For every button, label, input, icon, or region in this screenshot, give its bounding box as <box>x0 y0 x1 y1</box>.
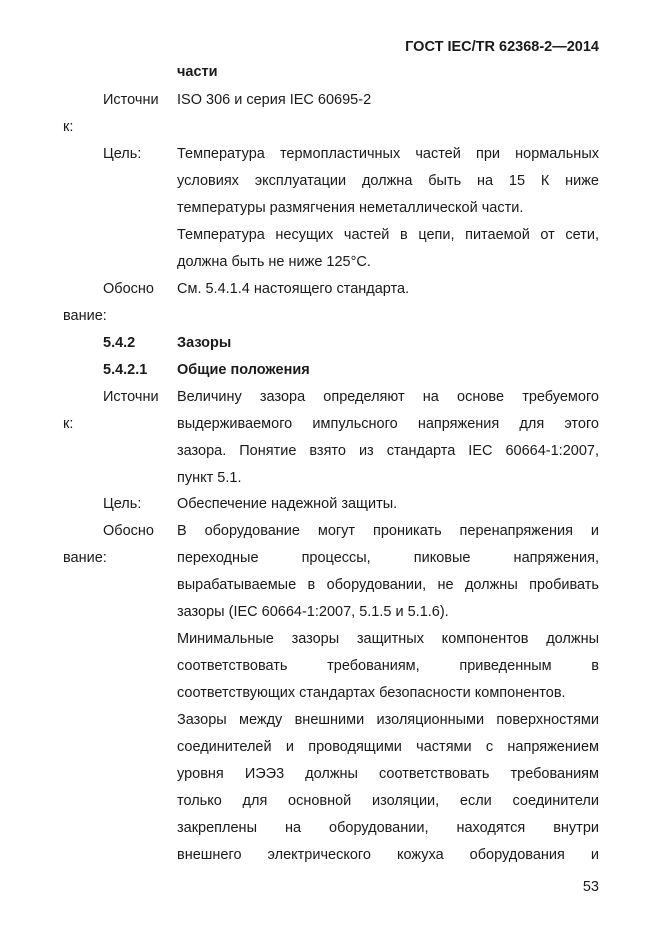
page-number: 53 <box>582 879 599 895</box>
text-line: Температура термопластичных частей при нормальных <box>177 146 599 162</box>
text-line: Общие положения <box>177 362 310 378</box>
text-line: выдерживаемого импульсного напряжения для этого <box>177 416 599 432</box>
text-line: должна быть не ниже 125°C. <box>177 254 371 270</box>
text-line: вание: <box>63 550 107 566</box>
text-line: Минимальные зазоры защитных компонентов должны <box>177 631 599 647</box>
text-line: зазоры (IEC 60664-1:2007, 5.1.5 и 5.1.6). <box>177 604 449 620</box>
text-line: только для основной изоляции, если соединители <box>177 793 599 809</box>
text-line: Температура несущих частей в цепи, питаемой от сети, <box>177 227 599 243</box>
text-line: Источни <box>103 92 159 108</box>
text-line: В оборудование могут проникать перенапряжения и <box>177 523 599 539</box>
text-line: Обосно <box>103 523 154 539</box>
text-line: соединителей и проводящими частями с напряжением <box>177 739 599 755</box>
text-line: соответствовать требованиям, приведенным в <box>177 658 599 674</box>
text-line: вание: <box>63 308 107 324</box>
text-line: Обосно <box>103 281 154 297</box>
text-line: переходные процессы, пиковые напряжения, <box>177 550 599 566</box>
text-line: Зазоры между внешними изоляционными поверхностями <box>177 712 599 728</box>
text-line: к: <box>63 119 74 135</box>
text-line: внешнего электрического кожуха оборудования и <box>177 847 599 863</box>
text-line: закреплены на оборудовании, находятся внутри <box>177 820 599 836</box>
text-line: Цель: <box>103 496 142 512</box>
text-line: ISO 306 и серия IEC 60695-2 <box>177 92 372 108</box>
text-line: См. 5.4.1.4 настоящего стандарта. <box>177 281 410 297</box>
text-line: Цель: <box>103 146 142 162</box>
text-line: уровня ИЭЭ3 должны соответствовать требованиям <box>177 766 599 782</box>
text-line: 5.4.2 <box>103 335 136 351</box>
text-line: Обеспечение надежной защиты. <box>177 496 398 512</box>
text-line: 5.4.2.1 <box>103 362 148 378</box>
text-line: условиях эксплуатации должна быть на 15 К ниже <box>177 173 599 189</box>
text-line: части <box>177 64 218 80</box>
text-line: зазора. Понятие взято из стандарта IEC 60664-1:2007, <box>177 443 599 459</box>
document-code-header: ГОСТ IEC/TR 62368-2—2014 <box>405 39 599 55</box>
text-line: вырабатываемые в оборудовании, не должны пробивать <box>177 577 599 593</box>
text-line: Источни <box>103 389 159 405</box>
text-line: температуры размягчения неметаллической части. <box>177 200 524 216</box>
text-line: к: <box>63 416 74 432</box>
text-line: Величину зазора определяют на основе требуемого <box>177 389 599 405</box>
text-line: Зазоры <box>177 335 232 351</box>
text-line: соответствующих стандартах безопасности компонентов. <box>177 685 566 701</box>
text-line: пункт 5.1. <box>177 470 242 486</box>
